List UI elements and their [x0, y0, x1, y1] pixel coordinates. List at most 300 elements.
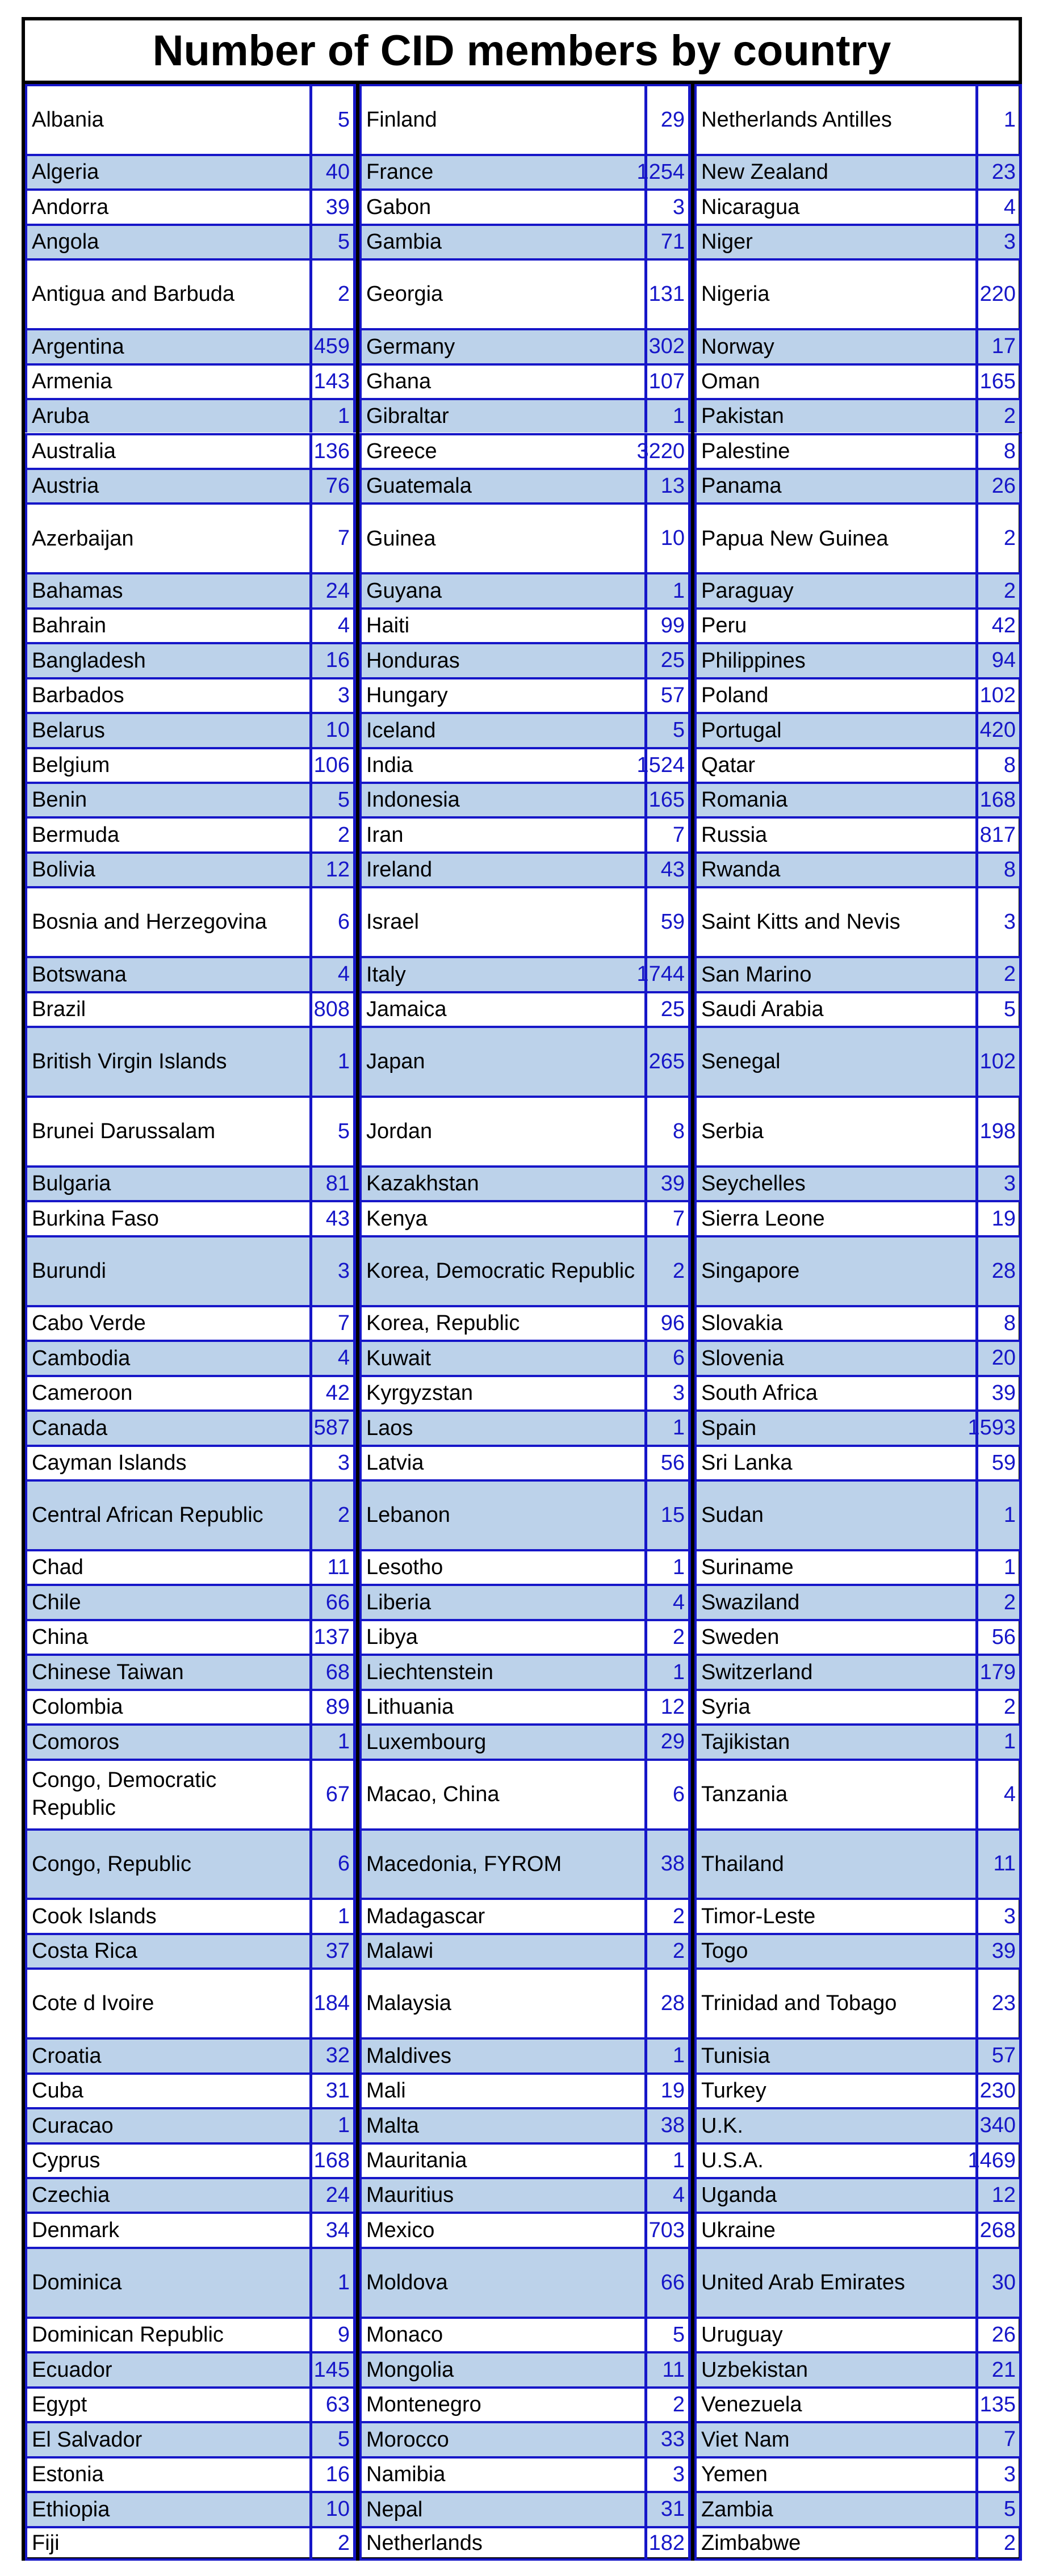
table-row	[694, 1340, 1022, 1374]
table-row	[694, 1375, 1022, 1409]
table-row	[25, 1305, 356, 1340]
table-row	[25, 712, 356, 746]
country-name: Zimbabwe	[694, 2528, 975, 2558]
table-row	[359, 607, 691, 642]
table-row	[694, 502, 1022, 572]
member-count: 587	[309, 1412, 356, 1444]
member-count: 38	[644, 2109, 691, 2142]
country-name: Chile	[25, 1586, 309, 1618]
member-count: 8	[975, 854, 1022, 886]
country-name: Comoros	[25, 1726, 309, 1758]
country-name: Cyprus	[25, 2145, 309, 2177]
member-count: 2	[309, 261, 356, 328]
table-row	[25, 2386, 356, 2421]
member-count: 3	[975, 226, 1022, 258]
member-count: 68	[309, 1656, 356, 1688]
table-row	[359, 1654, 691, 1688]
member-count: 1469	[975, 2145, 1022, 2177]
country-name: Romania	[694, 784, 975, 816]
table-row	[25, 572, 356, 607]
table-column-2	[359, 84, 691, 2561]
country-name: Lebanon	[359, 1482, 644, 1549]
member-count: 16	[309, 2458, 356, 2491]
table-row	[694, 468, 1022, 502]
country-name: Venezuela	[694, 2389, 975, 2421]
table-row	[694, 991, 1022, 1026]
table-row	[359, 363, 691, 398]
table-row	[25, 956, 356, 991]
country-name: Fiji	[25, 2528, 309, 2558]
country-name: Macao, China	[359, 1761, 644, 1828]
table-row	[25, 1096, 356, 1165]
country-name: France	[359, 156, 644, 188]
table-row	[694, 572, 1022, 607]
table-row	[359, 782, 691, 816]
table-row	[359, 1967, 691, 2037]
table-row	[359, 2037, 691, 2072]
country-name: Guyana	[359, 574, 644, 607]
country-name: Netherlands	[359, 2528, 644, 2558]
member-count: 3	[644, 191, 691, 223]
member-count: 7	[644, 1202, 691, 1235]
member-count: 703	[644, 2214, 691, 2246]
member-count: 182	[644, 2528, 691, 2558]
member-count: 2	[309, 819, 356, 851]
table-row	[25, 2456, 356, 2491]
table-row	[25, 1759, 356, 1828]
member-count: 57	[644, 679, 691, 712]
member-count: 1	[644, 2145, 691, 2177]
country-name: U.K.	[694, 2109, 975, 2142]
table-row	[694, 1584, 1022, 1618]
member-count: 17	[975, 330, 1022, 363]
member-count: 4	[644, 2179, 691, 2212]
page-title: Number of CID members by country	[25, 20, 1019, 84]
member-count: 15	[644, 1482, 691, 1549]
table-row	[25, 502, 356, 572]
table-row	[25, 1235, 356, 1305]
member-count: 3	[975, 1900, 1022, 1932]
country-name: Armenia	[25, 366, 309, 398]
country-name: Malawi	[359, 1935, 644, 1967]
country-name: Montenegro	[359, 2389, 644, 2421]
country-name: Seychelles	[694, 1168, 975, 1200]
country-name: Liechtenstein	[359, 1656, 644, 1688]
country-name: South Africa	[694, 1377, 975, 1409]
member-count: 2	[309, 2528, 356, 2558]
member-count: 66	[309, 1586, 356, 1618]
country-name: Serbia	[694, 1098, 975, 1165]
member-count: 2	[644, 1900, 691, 1932]
country-name: United Arab Emirates	[694, 2249, 975, 2317]
member-count: 23	[975, 1970, 1022, 2037]
member-count: 1593	[975, 1412, 1022, 1444]
table-row	[359, 1165, 691, 1200]
member-count: 99	[644, 610, 691, 642]
member-count: 184	[309, 1970, 356, 2037]
member-count: 10	[309, 714, 356, 746]
country-name: Mauritania	[359, 2145, 644, 2177]
members-table	[22, 17, 1022, 2561]
country-name: Mauritius	[359, 2179, 644, 2212]
table-row	[359, 1759, 691, 1828]
country-name: Sweden	[694, 1621, 975, 1654]
country-name: New Zealand	[694, 156, 975, 188]
country-name: Nicaragua	[694, 191, 975, 223]
table-row	[25, 1967, 356, 2037]
country-name: Kyrgyzstan	[359, 1377, 644, 1409]
table-row	[694, 782, 1022, 816]
table-row	[694, 1096, 1022, 1165]
table-row	[359, 258, 691, 328]
country-name: Macedonia, FYROM	[359, 1831, 644, 1898]
table-row	[25, 642, 356, 677]
table-row	[359, 1096, 691, 1165]
table-row	[25, 2317, 356, 2351]
member-count: 8	[975, 749, 1022, 782]
member-count: 5	[975, 2493, 1022, 2525]
table-row	[359, 1723, 691, 1758]
member-count: 42	[309, 1377, 356, 1409]
country-name: Japan	[359, 1028, 644, 1096]
table-row	[25, 1619, 356, 1654]
member-count: 1	[309, 2249, 356, 2317]
table-row	[694, 328, 1022, 363]
table-row	[25, 2421, 356, 2456]
table-row	[359, 2247, 691, 2317]
country-name: Estonia	[25, 2458, 309, 2491]
table-row	[25, 2037, 356, 2072]
country-name: Gambia	[359, 226, 644, 258]
table-row	[359, 1549, 691, 1584]
table-row	[694, 2317, 1022, 2351]
table-row	[694, 2037, 1022, 2072]
country-name: Ukraine	[694, 2214, 975, 2246]
country-name: Greece	[359, 435, 644, 468]
country-name: Nigeria	[694, 261, 975, 328]
country-name: Costa Rica	[25, 1935, 309, 1967]
country-name: Tunisia	[694, 2040, 975, 2072]
country-name: British Virgin Islands	[25, 1028, 309, 1096]
country-name: Hungary	[359, 679, 644, 712]
country-name: Viet Nam	[694, 2423, 975, 2456]
country-name: Paraguay	[694, 574, 975, 607]
country-name: Uruguay	[694, 2319, 975, 2351]
table-row	[694, 398, 1022, 433]
country-name: Jamaica	[359, 993, 644, 1026]
table-row	[359, 886, 691, 956]
member-count: 11	[975, 1831, 1022, 1898]
country-name: Uganda	[694, 2179, 975, 2212]
member-count: 106	[309, 749, 356, 782]
member-count: 2	[975, 505, 1022, 572]
member-count: 25	[644, 644, 691, 677]
country-name: El Salvador	[25, 2423, 309, 2456]
table-row	[359, 188, 691, 223]
member-count: 2	[644, 1935, 691, 1967]
country-name: Togo	[694, 1935, 975, 1967]
member-count: 57	[975, 2040, 1022, 2072]
member-count: 2	[644, 2389, 691, 2421]
member-count: 30	[975, 2249, 1022, 2317]
table-row	[359, 154, 691, 188]
member-count: 459	[309, 330, 356, 363]
member-count: 8	[975, 435, 1022, 468]
table-row	[25, 1340, 356, 1374]
member-count: 268	[975, 2214, 1022, 2246]
member-count: 12	[309, 854, 356, 886]
table-row	[359, 2072, 691, 2107]
table-row	[25, 677, 356, 712]
member-count: 5	[644, 714, 691, 746]
table-row	[25, 2351, 356, 2386]
country-name: Timor-Leste	[694, 1900, 975, 1932]
table-row	[359, 2386, 691, 2421]
table-row	[25, 991, 356, 1026]
country-name: Central African Republic	[25, 1482, 309, 1549]
table-row	[694, 1165, 1022, 1200]
member-count: 6	[309, 888, 356, 956]
country-name: Argentina	[25, 330, 309, 363]
member-count: 7	[309, 505, 356, 572]
member-count: 31	[309, 2075, 356, 2107]
member-count: 31	[644, 2493, 691, 2525]
country-name: Guatemala	[359, 470, 644, 502]
country-name: Pakistan	[694, 400, 975, 433]
country-name: Bosnia and Herzegovina	[25, 888, 309, 956]
table-row	[694, 956, 1022, 991]
country-name: Nepal	[359, 2493, 644, 2525]
table-row	[25, 851, 356, 886]
table-row	[359, 1026, 691, 1096]
member-count: 28	[975, 1237, 1022, 1305]
table-row	[25, 1584, 356, 1618]
country-name: Bulgaria	[25, 1168, 309, 1200]
member-count: 10	[644, 505, 691, 572]
table-row	[25, 1375, 356, 1409]
table-row	[359, 1235, 691, 1305]
table-row	[25, 1409, 356, 1444]
country-name: Italy	[359, 958, 644, 991]
country-name: Bolivia	[25, 854, 309, 886]
country-name: Norway	[694, 330, 975, 363]
country-name: Qatar	[694, 749, 975, 782]
table-row	[25, 188, 356, 223]
table-row	[359, 502, 691, 572]
country-name: Lesotho	[359, 1551, 644, 1584]
table-row	[694, 2351, 1022, 2386]
country-name: Barbados	[25, 679, 309, 712]
country-name: Egypt	[25, 2389, 309, 2421]
table-row	[25, 1828, 356, 1898]
table-row	[694, 1235, 1022, 1305]
table-row	[25, 1026, 356, 1096]
table-row	[694, 188, 1022, 223]
member-count: 3	[975, 1168, 1022, 1200]
member-count: 37	[309, 1935, 356, 1967]
country-name: Malaysia	[359, 1970, 644, 2037]
member-count: 43	[309, 1202, 356, 1235]
member-count: 59	[975, 1447, 1022, 1479]
member-count: 1254	[644, 156, 691, 188]
table-row	[694, 886, 1022, 956]
table-row	[25, 1898, 356, 1932]
table-row	[25, 328, 356, 363]
member-count: 39	[975, 1935, 1022, 1967]
country-name: Chinese Taiwan	[25, 1656, 309, 1688]
country-name: Trinidad and Tobago	[694, 1970, 975, 2037]
member-count: 2	[975, 958, 1022, 991]
table-row	[25, 154, 356, 188]
country-name: Niger	[694, 226, 975, 258]
member-count: 8	[975, 1307, 1022, 1340]
table-row	[694, 2177, 1022, 2212]
member-count: 94	[975, 644, 1022, 677]
member-count: 168	[975, 784, 1022, 816]
table-row	[359, 747, 691, 782]
country-name: Slovenia	[694, 1342, 975, 1374]
country-name: Australia	[25, 435, 309, 468]
member-count: 63	[309, 2389, 356, 2421]
country-name: Yemen	[694, 2458, 975, 2491]
table-row	[359, 1340, 691, 1374]
member-count: 11	[309, 1551, 356, 1584]
table-row	[25, 1445, 356, 1479]
table-row	[25, 2491, 356, 2525]
table-row	[359, 433, 691, 468]
table-row	[25, 1933, 356, 1967]
country-name: Botswana	[25, 958, 309, 991]
table-column-1	[25, 84, 356, 2561]
member-count: 2	[975, 574, 1022, 607]
member-count: 2	[975, 1586, 1022, 1618]
table-row	[694, 607, 1022, 642]
member-count: 13	[644, 470, 691, 502]
country-name: Kenya	[359, 1202, 644, 1235]
table-row	[694, 1828, 1022, 1898]
member-count: 7	[975, 2423, 1022, 2456]
country-name: Indonesia	[359, 784, 644, 816]
country-name: Liberia	[359, 1586, 644, 1618]
country-name: Congo, Democratic Republic	[25, 1761, 309, 1828]
member-count: 81	[309, 1168, 356, 1200]
table-row	[359, 2177, 691, 2212]
table-row	[694, 816, 1022, 851]
member-count: 26	[975, 470, 1022, 502]
member-count: 6	[309, 1831, 356, 1898]
table-row	[25, 2177, 356, 2212]
table-row	[694, 1409, 1022, 1444]
member-count: 66	[644, 2249, 691, 2317]
country-name: Dominican Republic	[25, 2319, 309, 2351]
table-row	[25, 747, 356, 782]
country-name: Russia	[694, 819, 975, 851]
table-row	[694, 224, 1022, 258]
table-row	[694, 2107, 1022, 2142]
member-count: 3220	[644, 435, 691, 468]
country-name: Suriname	[694, 1551, 975, 1584]
member-count: 1	[309, 1726, 356, 1758]
country-name: Libya	[359, 1621, 644, 1654]
table-row	[359, 816, 691, 851]
table-row	[694, 2212, 1022, 2246]
country-name: Gabon	[359, 191, 644, 223]
country-name: Cuba	[25, 2075, 309, 2107]
country-name: Kuwait	[359, 1342, 644, 1374]
table-row	[694, 2526, 1022, 2561]
table-row	[359, 991, 691, 1026]
table-row	[694, 1654, 1022, 1688]
member-count: 137	[309, 1621, 356, 1654]
country-name: Zambia	[694, 2493, 975, 2525]
country-name: Swaziland	[694, 1586, 975, 1618]
country-name: Thailand	[694, 1831, 975, 1898]
country-name: Cambodia	[25, 1342, 309, 1374]
country-name: Jordan	[359, 1098, 644, 1165]
table-row	[25, 886, 356, 956]
table-row	[359, 1619, 691, 1654]
table-row	[25, 2142, 356, 2177]
country-name: Burundi	[25, 1237, 309, 1305]
member-count: 1744	[644, 958, 691, 991]
country-name: Aruba	[25, 400, 309, 433]
country-name: Angola	[25, 226, 309, 258]
country-name: Morocco	[359, 2423, 644, 2456]
country-name: Mongolia	[359, 2353, 644, 2386]
country-name: Ghana	[359, 366, 644, 398]
table-row	[694, 2142, 1022, 2177]
table-row	[25, 258, 356, 328]
country-name: Andorra	[25, 191, 309, 223]
table-row	[25, 782, 356, 816]
country-name: Dominica	[25, 2249, 309, 2317]
country-name: Congo, Republic	[25, 1831, 309, 1898]
table-row	[694, 1305, 1022, 1340]
member-count: 168	[309, 2145, 356, 2177]
country-name: Laos	[359, 1412, 644, 1444]
member-count: 42	[975, 610, 1022, 642]
member-count: 1	[975, 1482, 1022, 1549]
country-name: Papua New Guinea	[694, 505, 975, 572]
member-count: 1	[309, 2109, 356, 2142]
table-row	[694, 258, 1022, 328]
table-row	[359, 1689, 691, 1723]
country-name: Portugal	[694, 714, 975, 746]
table-row	[359, 1828, 691, 1898]
member-count: 25	[644, 993, 691, 1026]
table-row	[694, 1445, 1022, 1479]
table-row	[359, 2421, 691, 2456]
country-name: Sri Lanka	[694, 1447, 975, 1479]
table-row	[25, 2247, 356, 2317]
country-name: Germany	[359, 330, 644, 363]
table-row	[359, 468, 691, 502]
member-count: 4	[309, 1342, 356, 1374]
table-row	[694, 1619, 1022, 1654]
member-count: 107	[644, 366, 691, 398]
country-name: Netherlands Antilles	[694, 86, 975, 154]
member-count: 12	[644, 1691, 691, 1723]
table-row	[25, 607, 356, 642]
country-name: Algeria	[25, 156, 309, 188]
member-count: 6	[644, 1761, 691, 1828]
member-count: 24	[309, 2179, 356, 2212]
country-name: San Marino	[694, 958, 975, 991]
table-row	[25, 1654, 356, 1688]
table-row	[359, 851, 691, 886]
table-row	[694, 1898, 1022, 1932]
member-count: 6	[644, 1342, 691, 1374]
